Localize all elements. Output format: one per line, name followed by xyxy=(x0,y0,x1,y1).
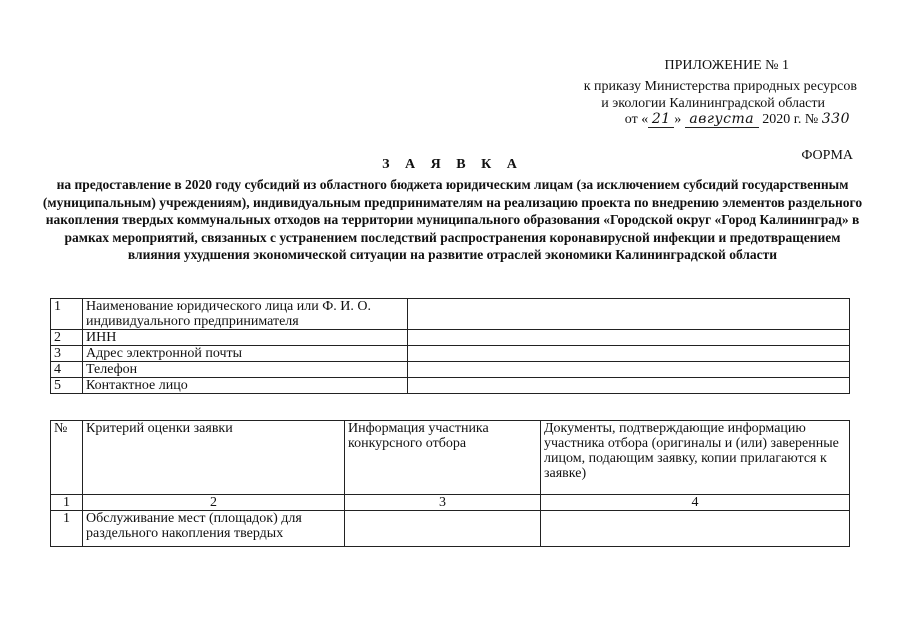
header-info: Информация участника конкурсного отбора xyxy=(345,421,541,495)
row-value[interactable] xyxy=(408,362,850,378)
row-value[interactable] xyxy=(408,378,850,394)
row-value[interactable] xyxy=(408,346,850,362)
table-row xyxy=(51,362,850,378)
date-month: августа xyxy=(685,112,759,128)
column-number: 1 xyxy=(51,495,83,511)
document-description: на предоставление в 2020 году субсидий из областного бюджета юридическим лицам (за исключением субсидий государственным (муниципальным) учреждениям), индивидуальным предпринимателям на реализацию проекта по внедрению элементов раздельного накопления твердых коммунальных отходов на территории муниципального образования «Городской округ «Город Калининград» в рамках мероприятий, связанных с устранением последствий распространения коронавирусной инфекции и предотвращением влияния ухудшения экономической ситуации на развитие отраслей экономики Калининградской области xyxy=(42,177,863,262)
order-line-2: и экологии Калининградской области xyxy=(601,96,825,111)
row-number: 2 xyxy=(51,330,83,346)
applicant-table xyxy=(50,298,850,394)
document-title: З А Я В К А xyxy=(382,157,523,172)
table-row xyxy=(51,299,850,330)
row-label: Наименование юридического лица или Ф. И. О. индивидуального предпринимателя xyxy=(83,299,408,330)
header-criterion: Критерий оценки заявки xyxy=(83,421,345,495)
date-mid: » xyxy=(674,112,682,127)
row-number: 3 xyxy=(51,346,83,362)
row-label: ИНН xyxy=(83,330,408,346)
appendix-label: ПРИЛОЖЕНИЕ № 1 xyxy=(664,58,789,73)
order-number: 330 xyxy=(821,111,850,127)
row-number: 5 xyxy=(51,378,83,394)
date-day: 21 xyxy=(648,112,674,128)
header-docs: Документы, подтверждающие информацию участника отбора (оригиналы и (или) заверенные лицом, подающим заявку, копии прилагаются к заявке) xyxy=(541,421,850,495)
table-row xyxy=(51,346,850,362)
table-row xyxy=(51,511,850,547)
row-label: Телефон xyxy=(83,362,408,378)
order-line-1: к приказу Министерства природных ресурсов xyxy=(583,79,857,94)
order-date-line xyxy=(625,111,850,128)
table-row xyxy=(51,378,850,394)
row-number: 1 xyxy=(51,511,83,547)
table-row xyxy=(51,330,850,346)
header-row xyxy=(51,421,850,495)
column-number: 3 xyxy=(345,495,541,511)
row-number: 1 xyxy=(51,299,83,330)
date-prefix: от « xyxy=(624,112,649,127)
criteria-table xyxy=(50,420,850,547)
row-criterion: Обслуживание мест (площадок) для раздельного накопления твердых xyxy=(83,511,345,547)
row-label: Адрес электронной почты xyxy=(83,346,408,362)
column-number: 2 xyxy=(83,495,345,511)
form-label: ФОРМА xyxy=(801,148,853,163)
row-info[interactable] xyxy=(345,511,541,547)
row-value[interactable] xyxy=(408,299,850,330)
column-number: 4 xyxy=(541,495,850,511)
date-suffix: 2020 г. № xyxy=(762,112,819,127)
row-label: Контактное лицо xyxy=(83,378,408,394)
row-number: 4 xyxy=(51,362,83,378)
header-num: № xyxy=(51,421,83,495)
column-number-row xyxy=(51,495,850,511)
row-value[interactable] xyxy=(408,330,850,346)
row-docs[interactable] xyxy=(541,511,850,547)
